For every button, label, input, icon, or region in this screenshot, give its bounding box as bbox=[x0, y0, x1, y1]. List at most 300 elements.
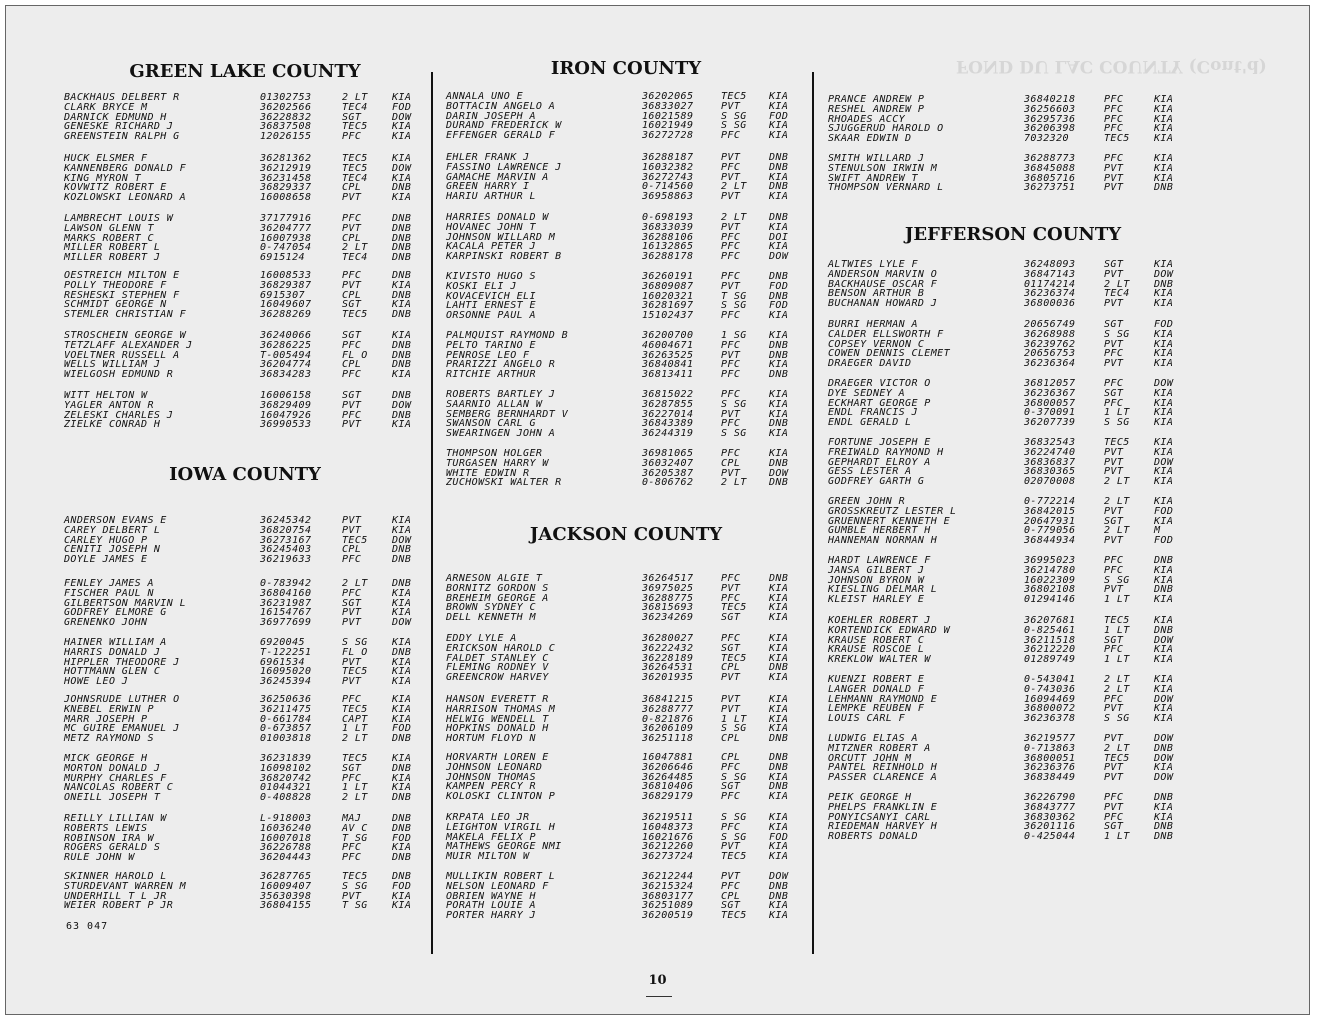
entry-serial-number: 36204777 bbox=[260, 222, 312, 234]
entry-serial-number: 36200700 bbox=[642, 330, 694, 341]
entry-status: FOD bbox=[769, 110, 789, 122]
entry-status: DOW bbox=[392, 617, 412, 629]
entry-status: DNB bbox=[769, 339, 789, 351]
entry-rank: TEC4 bbox=[1104, 288, 1130, 300]
entry-serial-number: 36804160 bbox=[260, 587, 312, 599]
entry-serial-number: 36273724 bbox=[642, 851, 694, 863]
entry-status: KIA bbox=[392, 153, 412, 164]
entry-name: STEMLER CHRISTIAN F bbox=[64, 309, 186, 321]
entry-status: DNB bbox=[769, 752, 789, 763]
entry-name: HARDT LAWRENCE F bbox=[828, 555, 931, 566]
entry-status: KIA bbox=[1154, 644, 1174, 656]
roster-entry bbox=[828, 773, 1198, 783]
roster-entry bbox=[446, 429, 806, 439]
entry-status: KIA bbox=[769, 841, 789, 853]
entry-name: DURAND FREDERICK W bbox=[446, 120, 562, 132]
entry-status: KIA bbox=[1154, 288, 1174, 300]
entry-serial-number: 36804155 bbox=[260, 900, 312, 912]
entry-name: HELWIG WENDELL T bbox=[446, 713, 549, 725]
entry-status: DNB bbox=[392, 339, 412, 351]
entry-status: KIA bbox=[392, 703, 412, 715]
entry-name: SWEARINGEN JOHN A bbox=[446, 428, 556, 440]
entry-name: ENDL GERALD L bbox=[828, 417, 912, 429]
entry-rank: 2 LT bbox=[1104, 683, 1130, 695]
entry-rank: PFC bbox=[721, 241, 741, 253]
entry-rank: MAJ bbox=[342, 813, 362, 824]
entry-name: HUCK ELSMER F bbox=[64, 153, 148, 164]
entry-status: DOI bbox=[769, 231, 789, 243]
entry-rank: PVT bbox=[721, 408, 741, 420]
entry-name: HANSON EVERETT R bbox=[446, 694, 549, 705]
entry-rank: CPL bbox=[721, 752, 741, 763]
entry-serial-number: 36273751 bbox=[1024, 182, 1076, 194]
entry-status: KIA bbox=[392, 172, 412, 184]
entry-serial-number: 0-806762 bbox=[642, 477, 694, 489]
entry-rank: TEC5 bbox=[1104, 133, 1130, 145]
entry-group bbox=[828, 556, 1198, 605]
entry-name: TETZLAFF ALEXANDER J bbox=[64, 339, 193, 351]
entry-rank: SGT bbox=[342, 330, 362, 341]
entry-status: DNB bbox=[392, 544, 412, 556]
entry-serial-number: 36201116 bbox=[1024, 821, 1076, 833]
entry-serial-number: 36251118 bbox=[642, 733, 694, 745]
entry-rank: PVT bbox=[342, 676, 362, 688]
entry-serial-number: 36843389 bbox=[642, 418, 694, 430]
entry-status: KIA bbox=[1154, 103, 1174, 115]
entry-serial-number: 36264485 bbox=[642, 771, 694, 783]
entry-status: KIA bbox=[392, 299, 412, 311]
entry-serial-number: 36288106 bbox=[642, 231, 694, 243]
entry-status: KIA bbox=[1154, 348, 1174, 360]
entry-serial-number: 36212919 bbox=[260, 162, 312, 174]
entry-status: DOW bbox=[769, 251, 789, 263]
entry-serial-number: 36256603 bbox=[1024, 103, 1076, 115]
entry-rank: PFC bbox=[342, 270, 362, 281]
entry-rank: PFC bbox=[342, 339, 362, 351]
entry-status: DNB bbox=[1154, 624, 1174, 636]
entry-status: KIA bbox=[769, 672, 789, 684]
entry-serial-number: 0-425044 bbox=[1024, 831, 1076, 843]
county-heading: IRON COUNTY bbox=[550, 58, 702, 79]
entry-status: KIA bbox=[769, 171, 789, 183]
roster-entry bbox=[64, 901, 426, 911]
entry-rank: T SG bbox=[721, 290, 747, 302]
entry-group bbox=[64, 331, 426, 380]
entry-serial-number: 16098102 bbox=[260, 762, 312, 774]
entry-rank: PVT bbox=[1104, 172, 1124, 184]
entry-name: CENITI JOSEPH N bbox=[64, 544, 161, 556]
roster-entry bbox=[446, 252, 806, 262]
entry-name: KORTENDICK EDWARD W bbox=[828, 624, 950, 636]
entry-name: GODFREY GARTH G bbox=[828, 476, 925, 488]
entry-status: DNB bbox=[1154, 742, 1174, 754]
entry-serial-number: 36280027 bbox=[642, 633, 694, 644]
entry-rank: TEC5 bbox=[1104, 752, 1130, 764]
entry-rank: CPL bbox=[342, 182, 362, 194]
roster-entry bbox=[446, 370, 806, 380]
entry-name: ALTWIES LYLE F bbox=[828, 259, 918, 270]
entry-rank: PFC bbox=[1104, 792, 1124, 803]
entry-serial-number: 36240066 bbox=[260, 330, 312, 341]
entry-serial-number: 36843777 bbox=[1024, 801, 1076, 813]
entry-serial-number: 36228189 bbox=[642, 652, 694, 664]
entry-serial-number: 36207739 bbox=[1024, 417, 1076, 429]
entry-name: HOTTMANN GLEN C bbox=[64, 666, 161, 678]
entry-name: HIPPLER THEODORE J bbox=[64, 656, 180, 668]
entry-rank: PFC bbox=[721, 130, 741, 142]
entry-rank: TEC5 bbox=[721, 602, 747, 614]
entry-serial-number: 36844934 bbox=[1024, 535, 1076, 547]
entry-rank: SGT bbox=[342, 111, 362, 123]
entry-status: DNB bbox=[392, 182, 412, 194]
entry-serial-number: 37177916 bbox=[260, 213, 312, 224]
entry-name: BURRI HERMAN A bbox=[828, 319, 918, 330]
entry-group bbox=[64, 214, 426, 263]
entry-name: GAMACHE MARVIN A bbox=[446, 171, 549, 183]
entry-name: PANTEL REINHOLD H bbox=[828, 762, 938, 774]
roster-entry bbox=[64, 310, 426, 320]
entry-name: ANDERSON MARVIN O bbox=[828, 268, 938, 280]
entry-rank: PVT bbox=[721, 703, 741, 715]
entry-rank: PVT bbox=[342, 279, 362, 291]
entry-status: DNB bbox=[392, 213, 412, 224]
entry-name: PASSER CLARENCE A bbox=[828, 772, 938, 784]
entry-rank: PFC bbox=[1104, 564, 1124, 576]
entry-status: DOW bbox=[392, 162, 412, 174]
entry-status: DNB bbox=[392, 554, 412, 566]
roster-entry bbox=[828, 134, 1198, 144]
entry-rank: PVT bbox=[1104, 182, 1124, 194]
entry-serial-number: L-918003 bbox=[260, 813, 312, 824]
entry-name: ZIELKE CONRAD H bbox=[64, 419, 161, 431]
entry-rank: PFC bbox=[342, 131, 362, 143]
entry-name: UNDERHILL T L JR bbox=[64, 890, 167, 902]
entry-rank: PFC bbox=[721, 448, 741, 459]
entry-status: DNB bbox=[769, 161, 789, 173]
entry-rank: PVT bbox=[342, 890, 362, 902]
entry-rank: TEC5 bbox=[721, 910, 747, 922]
entry-status: DNB bbox=[392, 578, 412, 589]
entry-serial-number: 36829337 bbox=[260, 182, 312, 194]
entry-status: KIA bbox=[1154, 397, 1174, 409]
entry-name: SWANSON CARL G bbox=[446, 418, 536, 430]
entry-rank: PFC bbox=[1104, 153, 1124, 164]
column-divider-right bbox=[812, 72, 814, 954]
entry-group bbox=[64, 271, 426, 320]
entry-status: FOD bbox=[769, 831, 789, 843]
entry-name: BREHEIM GEORGE A bbox=[446, 592, 549, 604]
entry-status: DOW bbox=[1154, 378, 1174, 389]
entry-serial-number: 36958863 bbox=[642, 191, 694, 203]
entry-name: MITZNER ROBERT A bbox=[828, 742, 931, 754]
entry-status: KIA bbox=[1154, 407, 1174, 419]
entry-name: ARNESON ALGIE T bbox=[446, 573, 543, 584]
entry-serial-number: 16020321 bbox=[642, 290, 694, 302]
entry-status: DNB bbox=[392, 222, 412, 234]
entry-rank: S SG bbox=[721, 771, 747, 783]
entry-group bbox=[64, 695, 426, 744]
entry-serial-number: 36211518 bbox=[1024, 634, 1076, 646]
entry-status: DOW bbox=[1154, 693, 1174, 705]
entry-serial-number: 36236374 bbox=[1024, 288, 1076, 300]
entry-status: DNB bbox=[769, 477, 789, 489]
entry-serial-number: 36268988 bbox=[1024, 328, 1076, 340]
entry-name: HANNEMAN NORMAN H bbox=[828, 535, 938, 547]
entry-rank: PVT bbox=[342, 419, 362, 431]
entry-serial-number: 0-747054 bbox=[260, 242, 312, 254]
entry-serial-number: 0-821876 bbox=[642, 713, 694, 725]
entry-rank: PFC bbox=[721, 389, 741, 400]
entry-rank: CPL bbox=[342, 232, 362, 244]
entry-rank: PVT bbox=[721, 100, 741, 112]
entry-rank: PFC bbox=[1104, 113, 1124, 125]
entry-status: DNB bbox=[1154, 278, 1174, 290]
entry-serial-number: 0-543041 bbox=[1024, 674, 1076, 685]
entry-name: ROBERTS DONALD bbox=[828, 831, 918, 843]
entry-serial-number: 01289749 bbox=[1024, 654, 1076, 666]
entry-serial-number: 16094469 bbox=[1024, 693, 1076, 705]
entry-group bbox=[828, 438, 1198, 487]
entry-status: KIA bbox=[392, 121, 412, 133]
roster-entry bbox=[446, 734, 806, 744]
roster-entry bbox=[64, 193, 426, 203]
entry-status: FOD bbox=[1154, 535, 1174, 547]
entry-rank: TEC5 bbox=[342, 871, 368, 882]
entry-rank: PVT bbox=[1104, 162, 1124, 174]
entry-status: KIA bbox=[1154, 437, 1174, 448]
entry-rank: SGT bbox=[1104, 387, 1124, 399]
entry-serial-number: 36248093 bbox=[1024, 259, 1076, 270]
entry-rank: PVT bbox=[1104, 535, 1124, 547]
entry-group bbox=[828, 379, 1198, 428]
entry-serial-number: 12026155 bbox=[260, 131, 312, 143]
entry-name: BENSON ARTHUR B bbox=[828, 288, 925, 300]
entry-rank: S SG bbox=[1104, 713, 1130, 725]
entry-name: HOWE LEO J bbox=[64, 676, 129, 688]
entry-name: ONEILL JOSEPH T bbox=[64, 792, 161, 804]
form-code: 63 047 bbox=[66, 921, 109, 932]
entry-rank: PVT bbox=[721, 694, 741, 705]
entry-name: GREENSTEIN RALPH G bbox=[64, 131, 180, 143]
entry-name: FORTUNE JOSEPH E bbox=[828, 437, 931, 448]
entry-name: MULLIKIN ROBERT L bbox=[446, 871, 556, 882]
entry-rank: SGT bbox=[721, 781, 741, 793]
entry-rank: 2 LT bbox=[1104, 496, 1130, 507]
entry-rank: PVT bbox=[1104, 733, 1124, 744]
entry-serial-number: 36245394 bbox=[260, 676, 312, 688]
entry-serial-number: 36204443 bbox=[260, 852, 312, 864]
county-heading: GREEN LAKE COUNTY bbox=[129, 61, 361, 82]
entry-rank: SGT bbox=[1104, 634, 1124, 646]
entry-serial-number: 16021589 bbox=[642, 110, 694, 122]
entry-name: LAWSON GLENN T bbox=[64, 222, 154, 234]
entry-name: KRAUSE ROSCOE L bbox=[828, 644, 925, 656]
entry-serial-number: 36847143 bbox=[1024, 268, 1076, 280]
entry-status: DOW bbox=[769, 467, 789, 479]
entry-name: GUMBLE HERBERT H bbox=[828, 525, 931, 537]
entry-serial-number: 36206398 bbox=[1024, 123, 1076, 135]
entry-name: PRANCE ANDREW P bbox=[828, 94, 925, 105]
entry-group bbox=[64, 579, 426, 628]
entry-status: KIA bbox=[1154, 446, 1174, 458]
entry-serial-number: 36810406 bbox=[642, 781, 694, 793]
entry-rank: SGT bbox=[342, 762, 362, 774]
entry-serial-number: 36231458 bbox=[260, 172, 312, 184]
entry-rank: PVT bbox=[1104, 466, 1124, 478]
entry-name: ENDL FRANCIS J bbox=[828, 407, 918, 419]
entry-name: SWIFT ANDREW T bbox=[828, 172, 918, 184]
entry-status: KIA bbox=[392, 900, 412, 912]
entry-serial-number: 36836837 bbox=[1024, 456, 1076, 468]
entry-name: DYE SEDNEY A bbox=[828, 387, 906, 399]
entry-status: DNB bbox=[392, 792, 412, 804]
entry-rank: CPL bbox=[342, 544, 362, 556]
roster-entry bbox=[446, 192, 806, 202]
entry-rank: TEC5 bbox=[342, 753, 368, 764]
entry-rank: CPL bbox=[342, 359, 362, 371]
entry-status: KIA bbox=[1154, 801, 1174, 813]
entry-serial-number: 0-714560 bbox=[642, 181, 694, 193]
entry-status: DNB bbox=[392, 813, 412, 824]
entry-status: KIA bbox=[769, 642, 789, 654]
entry-rank: 2 LT bbox=[1104, 525, 1130, 537]
entry-serial-number: 36800051 bbox=[1024, 752, 1076, 764]
entry-rank: PVT bbox=[342, 607, 362, 619]
entry-status: KIA bbox=[769, 652, 789, 664]
entry-name: ANDERSON EVANS E bbox=[64, 515, 167, 526]
entry-name: KUENZI ROBERT E bbox=[828, 674, 925, 685]
entry-serial-number: 36800072 bbox=[1024, 703, 1076, 715]
entry-status: KIA bbox=[769, 310, 789, 322]
entry-rank: PFC bbox=[721, 271, 741, 282]
entry-rank: T SG bbox=[342, 832, 368, 844]
entry-status: DNB bbox=[392, 309, 412, 321]
roster-entry bbox=[64, 555, 426, 565]
entry-serial-number: 36815022 bbox=[642, 389, 694, 400]
entry-group bbox=[828, 320, 1198, 369]
entry-name: EHLER FRANK J bbox=[446, 152, 530, 163]
entry-group bbox=[446, 574, 806, 623]
entry-status: KIA bbox=[769, 408, 789, 420]
entry-name: WIELGOSH EDMUND R bbox=[64, 369, 174, 381]
entry-serial-number: 0-661784 bbox=[260, 713, 312, 725]
entry-status: KIA bbox=[392, 637, 412, 648]
entry-status: DNB bbox=[769, 212, 789, 223]
entry-name: BUCHANAN HOWARD J bbox=[828, 298, 938, 310]
entry-name: EFFENGER GERALD F bbox=[446, 130, 556, 142]
entry-rank: CAPT bbox=[342, 713, 368, 725]
entry-name: MILLER ROBERT J bbox=[64, 252, 161, 264]
entry-group bbox=[64, 814, 426, 863]
entry-status: KIA bbox=[769, 821, 789, 833]
entry-group bbox=[446, 449, 806, 488]
entry-rank: PVT bbox=[1104, 456, 1124, 468]
entry-name: LANGER DONALD F bbox=[828, 683, 925, 695]
entry-rank: 1 LT bbox=[1104, 624, 1130, 636]
entry-status: KIA bbox=[392, 515, 412, 526]
entry-rank: T SG bbox=[342, 900, 368, 912]
entry-name: SAARNIO ALLAN W bbox=[446, 398, 543, 410]
entry-serial-number: 36226788 bbox=[260, 842, 312, 854]
entry-status: KIA bbox=[392, 656, 412, 668]
roster-entry bbox=[828, 299, 1198, 309]
entry-status: DNB bbox=[392, 409, 412, 421]
entry-status: KIA bbox=[1154, 683, 1174, 695]
entry-status: M bbox=[1154, 525, 1161, 537]
entry-rank: PVT bbox=[1104, 298, 1124, 310]
roster-entry bbox=[64, 853, 426, 863]
entry-serial-number: 36214780 bbox=[1024, 564, 1076, 576]
entry-group bbox=[828, 260, 1198, 309]
entry-name: LOUIS CARL F bbox=[828, 713, 906, 725]
entry-status: DNB bbox=[392, 270, 412, 281]
entry-serial-number: 36205387 bbox=[642, 467, 694, 479]
entry-group bbox=[446, 390, 806, 439]
entry-name: STURDEVANT WARREN M bbox=[64, 880, 186, 892]
entry-rank: S SG bbox=[1104, 417, 1130, 429]
county-heading: IOWA COUNTY bbox=[169, 464, 321, 485]
entry-name: MORTON DONALD J bbox=[64, 762, 161, 774]
entry-name: HORTUM FLOYD N bbox=[446, 733, 536, 745]
entry-status: DOW bbox=[1154, 268, 1174, 280]
entry-serial-number: 02070008 bbox=[1024, 476, 1076, 488]
entry-rank: PVT bbox=[721, 871, 741, 882]
entry-name: EDDY LYLE A bbox=[446, 633, 517, 644]
entry-name: KREKLOW WALTER W bbox=[828, 654, 931, 666]
roster-entry bbox=[446, 673, 806, 683]
entry-serial-number: 36286225 bbox=[260, 339, 312, 351]
roster-entry bbox=[446, 478, 806, 488]
entry-serial-number: 16008533 bbox=[260, 270, 312, 281]
roster-entry bbox=[828, 655, 1198, 665]
entry-serial-number: 36820742 bbox=[260, 772, 312, 784]
entry-serial-number: 36833039 bbox=[642, 221, 694, 233]
entry-status: DNB bbox=[392, 232, 412, 244]
entry-name: HAINER WILLIAM A bbox=[64, 637, 167, 648]
entry-name: NANCOLAS ROBERT C bbox=[64, 782, 174, 794]
entry-name: SJUGGERUD HAROLD O bbox=[828, 123, 944, 135]
entry-status: DNB bbox=[392, 646, 412, 658]
entry-name: DARIN JOSEPH A bbox=[446, 110, 536, 122]
entry-name: KRPATA LEO JR bbox=[446, 812, 530, 823]
column-divider-left bbox=[431, 72, 433, 954]
entry-status: KIA bbox=[1154, 387, 1174, 399]
entry-status: KIA bbox=[392, 587, 412, 599]
entry-serial-number: 46004671 bbox=[642, 339, 694, 351]
entry-name: PORTER HARRY J bbox=[446, 910, 536, 922]
entry-status: KIA bbox=[1154, 259, 1174, 270]
entry-serial-number: 36800057 bbox=[1024, 397, 1076, 409]
entry-group bbox=[828, 497, 1198, 546]
entry-status: KIA bbox=[1154, 496, 1174, 507]
entry-rank: TEC5 bbox=[342, 534, 368, 546]
entry-serial-number: 36215324 bbox=[642, 880, 694, 892]
entry-rank: PFC bbox=[721, 761, 741, 773]
entry-status: DNB bbox=[1154, 555, 1174, 566]
entry-serial-number: 36236376 bbox=[1024, 762, 1076, 774]
entry-name: OBRIEN WAYNE H bbox=[446, 890, 536, 902]
entry-status: DNB bbox=[1154, 792, 1174, 803]
entry-serial-number: 36264517 bbox=[642, 573, 694, 584]
entry-group bbox=[64, 516, 426, 565]
entry-serial-number: 16047926 bbox=[260, 409, 312, 421]
entry-name: STENULSON IRWIN M bbox=[828, 162, 938, 174]
entry-serial-number: 7032320 bbox=[1024, 133, 1069, 145]
entry-serial-number: 16007938 bbox=[260, 232, 312, 244]
entry-group bbox=[64, 754, 426, 803]
entry-status: FOD bbox=[392, 723, 412, 735]
entry-serial-number: 36841215 bbox=[642, 694, 694, 705]
